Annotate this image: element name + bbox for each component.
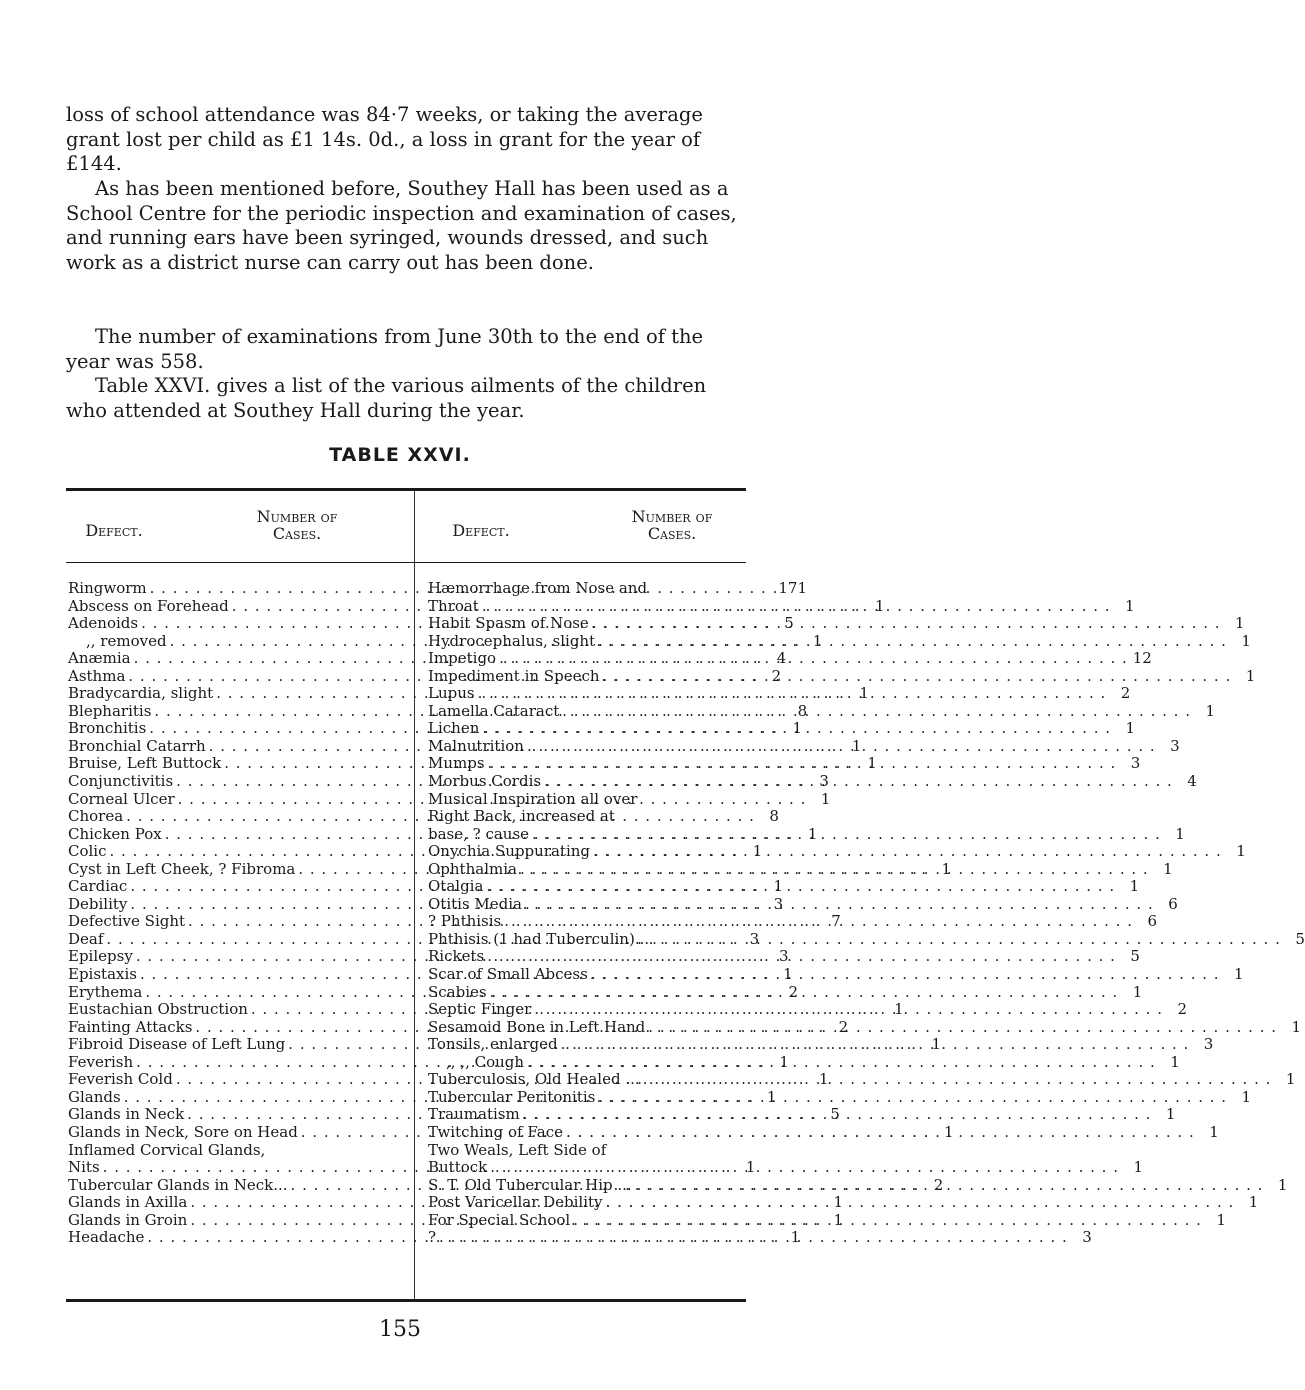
case-count: 1 — [1216, 1210, 1226, 1229]
defect-name: Eustachian Obstruction — [68, 1000, 248, 1019]
defect-name: Sesamoid Bone in Left Hand — [428, 1017, 646, 1036]
defect-name: Scabies — [428, 982, 487, 1001]
defect-name: Twitching of Face — [428, 1122, 563, 1141]
leader-dots — [563, 1124, 1195, 1142]
defect-name: ? Phthisis — [428, 912, 502, 931]
defect-name: Tonsils, enlarged — [428, 1035, 558, 1054]
case-count: 3 — [779, 947, 789, 966]
leader-dots — [590, 843, 1222, 861]
header-number-right — [605, 508, 739, 542]
leader-dots — [524, 738, 1156, 756]
case-count: 3 — [1130, 754, 1141, 773]
case-count: 1 — [1132, 982, 1143, 1001]
leader-dots — [595, 633, 1227, 651]
defect-name: Habit Spasm of Nose — [428, 614, 589, 633]
case-count: 3 — [1170, 736, 1180, 755]
case-count: 1 — [773, 877, 784, 896]
leader-dots — [600, 668, 1232, 686]
defect-name: Cyst in Left Cheek, ? Fibroma — [68, 859, 296, 878]
case-count: 12 — [1132, 649, 1152, 668]
paragraph-table-intro: Table XXVI. gives a list of the various ailments of the children who attended at Southey Hall during the year. — [66, 374, 707, 422]
header-number-line1: Number of — [631, 507, 713, 526]
case-count: 2 — [1177, 1000, 1187, 1019]
leader-dots — [517, 861, 1149, 879]
leader-dots — [559, 703, 1191, 721]
case-count: 1 — [943, 1122, 954, 1141]
case-count: 1 — [766, 1087, 777, 1106]
leader-dots — [645, 1019, 1277, 1037]
defect-name: Glands in Neck, Sore on Head — [68, 1122, 298, 1141]
case-count: 6 — [1168, 894, 1178, 913]
case-count: 1 — [1236, 842, 1246, 861]
case-count: 1 — [851, 736, 862, 755]
table-row — [428, 736, 1180, 756]
defect-name: Defective Sight — [68, 912, 186, 931]
paragraph-southey-hall: As has been mentioned before, Southey Hall has been used as a School Centre for the periodic inspection and examination of cases, and running ears have been syringed, wounds dressed, and such work as a district nurse can carry out has been done. — [66, 177, 737, 274]
defect-name: Scar of Small Abcess — [428, 965, 588, 984]
leader-dots — [487, 984, 1119, 1002]
leader-dots — [487, 1159, 1119, 1177]
defect-name: Epilepsy — [68, 947, 133, 966]
defect-name: Musical Inspiration all over — [428, 789, 638, 808]
table-row — [428, 1052, 1180, 1072]
defect-name: Chicken Pox — [68, 824, 162, 843]
table-row — [428, 649, 1152, 668]
header-number-left — [230, 508, 364, 542]
case-count: 1 — [807, 824, 818, 843]
table-row — [428, 808, 746, 826]
defect-name: Lamella Cataract — [428, 701, 560, 720]
defect-name: Deaf — [68, 929, 104, 948]
case-count: 1 — [745, 1158, 756, 1177]
defect-name: Blepharitis — [68, 701, 152, 720]
defect-name: Adenoids — [68, 614, 139, 633]
case-count: 3 — [749, 929, 760, 948]
case-count: 1 — [1175, 824, 1185, 843]
table-row — [428, 1175, 1288, 1195]
case-count: 2 — [788, 982, 799, 1001]
case-count: 1 — [1277, 1175, 1288, 1194]
defect-name: Tubercular Peritonitis — [428, 1087, 596, 1106]
leader-dots — [501, 913, 1133, 931]
case-count: 1 — [783, 965, 793, 984]
defect-name: Abscess on Forehead — [68, 596, 229, 615]
defect-name: Malnutrition — [428, 736, 524, 755]
leader-dots — [640, 1071, 1272, 1089]
defect-name: ,, ,, Cough — [446, 1052, 525, 1071]
case-count: 1 — [1234, 965, 1244, 984]
case-count: 5 — [1130, 947, 1140, 966]
table-row — [428, 684, 1131, 703]
case-count: 1 — [790, 1228, 801, 1247]
case-count: 1 — [874, 596, 885, 615]
leader-dots — [632, 1177, 1264, 1195]
leader-dots — [436, 1229, 1068, 1247]
case-count: 2 — [933, 1175, 944, 1194]
case-count: 1 — [1163, 859, 1173, 878]
defect-name: Anæmia — [68, 649, 131, 668]
defect-name: Tuberculosis, Old Healed ... — [428, 1070, 640, 1089]
leader-dots — [649, 931, 1281, 949]
header-number-line2: Cases. — [647, 524, 697, 543]
case-count: 1 — [1133, 1158, 1143, 1177]
case-count: 4 — [1187, 772, 1197, 791]
case-count: 1 — [752, 842, 763, 861]
table-row — [428, 1228, 1092, 1247]
paragraph-grant-loss: loss of school attendance was 84·7 weeks, or taking the average grant lost per child as £1 14s. 0d., a loss in grant for the year of £144. — [66, 103, 703, 175]
table-row — [428, 1210, 1226, 1230]
case-count: 1 — [1241, 631, 1251, 650]
case-count: 1 — [867, 754, 877, 773]
leader-dots — [485, 755, 1117, 773]
defect-name: Asthma — [68, 666, 126, 685]
table-row — [428, 1105, 1176, 1124]
defect-name: Otalgia — [428, 877, 484, 896]
defect-name: Headache — [68, 1228, 145, 1247]
case-count: 1 — [779, 1052, 789, 1071]
defect-name: Cardiac — [68, 877, 128, 896]
case-count: 1 — [859, 684, 869, 703]
leader-dots — [529, 826, 1161, 844]
case-count: 3 — [1203, 1035, 1214, 1054]
defect-name: Ophthalmia — [428, 859, 517, 878]
table-row — [428, 894, 1178, 914]
case-count: 5 — [1295, 929, 1305, 948]
defect-name: Rickets — [428, 947, 485, 966]
defect-name: Tubercular Glands in Neck... — [68, 1175, 288, 1194]
case-count: 8 — [797, 701, 808, 720]
leader-dots — [524, 1054, 1156, 1072]
defect-name: Inflamed Corvical Glands, — [68, 1140, 266, 1159]
defect-name: Corneal Ulcer — [68, 789, 175, 808]
defect-name: Throat — [428, 596, 479, 615]
table-row — [68, 1142, 410, 1160]
header-defect-left: Defect. — [85, 521, 143, 540]
case-count: 1 — [1285, 1070, 1296, 1089]
table-row — [428, 912, 1157, 931]
table-row — [428, 614, 1245, 633]
case-count: 2 — [838, 1017, 849, 1036]
case-count: 1 — [1235, 614, 1245, 633]
table-row — [428, 1158, 1143, 1177]
defect-name: Conjunctivitis — [68, 772, 174, 791]
case-count: 1 — [1125, 596, 1135, 615]
table-row — [428, 842, 1246, 861]
defect-name: Bronchitis — [68, 719, 147, 738]
table-row — [428, 982, 1143, 1002]
header-defect-right: Defect. — [452, 521, 510, 540]
table-row — [428, 1017, 1302, 1037]
table-row — [428, 791, 746, 809]
leader-dots — [595, 1089, 1227, 1107]
table-row — [428, 666, 1256, 686]
table-row — [428, 1070, 1296, 1089]
defect-name: Chorea — [68, 807, 124, 826]
defect-name: base, ? cause — [428, 824, 530, 843]
defect-name: For Special School — [428, 1210, 571, 1229]
defect-name: Onychia Suppurating — [428, 842, 591, 861]
leader-dots — [475, 685, 1107, 703]
table-row — [428, 1087, 1252, 1107]
case-count: 1 — [1291, 1017, 1302, 1036]
defect-name: Feverish — [68, 1052, 134, 1071]
defect-name: Hydrocephalus, slight — [428, 631, 596, 650]
defect-name: Septic Finger — [428, 1000, 532, 1019]
case-count: 1 — [792, 719, 803, 738]
table-row — [428, 1142, 746, 1160]
defect-name: Right Back, increased at — [428, 807, 615, 826]
defect-name: Phthisis (1 had Tuberculin)... — [428, 929, 650, 948]
case-count: 8 — [769, 807, 779, 826]
table-row — [428, 929, 1305, 949]
defect-name: Epistaxis — [68, 965, 137, 984]
defect-name: Ringworm — [68, 579, 147, 597]
table-row — [428, 1035, 1214, 1054]
table-row — [428, 719, 1136, 738]
table-row — [428, 772, 1197, 791]
table-title: TABLE XXVI. — [329, 444, 471, 466]
leader-dots — [479, 720, 1111, 738]
case-count: 1 — [812, 631, 823, 650]
case-count: 1 — [894, 1000, 904, 1019]
case-count: 2 — [771, 666, 782, 685]
defect-name: Feverish Cold — [68, 1070, 173, 1089]
table-row — [428, 596, 1135, 616]
defect-name: Mumps — [428, 754, 485, 773]
table-row — [428, 947, 1140, 966]
table-row — [428, 701, 1215, 721]
case-count: 5 — [784, 614, 794, 633]
defect-name: Hæmorrhage from Nose and — [428, 579, 648, 597]
leader-dots — [496, 650, 1128, 668]
defect-name: Bronchial Catarrh — [68, 736, 206, 755]
leader-dots — [603, 1194, 1235, 1212]
case-count: 4 — [776, 649, 787, 668]
case-count: 1 — [1245, 666, 1256, 685]
table-row — [428, 965, 1244, 984]
case-count: 1 — [1209, 1122, 1219, 1141]
defect-name: Glands in Neck — [68, 1105, 185, 1124]
case-count: 1 — [1125, 719, 1136, 738]
leader-dots — [589, 615, 1221, 633]
page-number: 155 — [379, 1317, 421, 1342]
leader-dots — [522, 896, 1154, 914]
defect-name: Traumatism — [428, 1105, 520, 1124]
table-row — [428, 580, 746, 598]
defect-name: Post Varicellar Debility — [428, 1193, 603, 1212]
case-count: 171 — [778, 579, 807, 597]
defect-name: ,, removed — [86, 631, 167, 650]
case-count: 1 — [833, 1193, 844, 1212]
defect-name: Morbus Cordis — [428, 772, 542, 791]
table-row — [428, 1122, 1219, 1142]
leader-dots — [531, 1001, 1163, 1019]
case-count: 6 — [1147, 912, 1157, 931]
defect-name: Two Weals, Left Side of — [428, 1140, 607, 1159]
case-count: 1 — [1165, 1105, 1176, 1124]
defect-name: Debility — [68, 894, 128, 913]
table-row — [428, 631, 1251, 651]
case-count: 1 — [1170, 1052, 1180, 1071]
case-count: 1 — [819, 1070, 829, 1089]
table-row — [428, 859, 1173, 879]
defect-name: Impediment in Speech — [428, 666, 600, 685]
case-count: 1 — [931, 1035, 942, 1054]
case-count: 1 — [833, 1210, 844, 1229]
defect-name: Erythema — [68, 982, 143, 1001]
leader-dots — [570, 1212, 1202, 1230]
table-header-rule — [66, 562, 746, 563]
table-row — [428, 754, 1141, 773]
table-bottom-rule — [66, 1299, 746, 1302]
defect-name: Glands in Axilla — [68, 1193, 188, 1212]
case-count: 1 — [941, 859, 952, 878]
defect-name: Bruise, Left Buttock — [68, 754, 222, 773]
case-count: 2 — [1120, 684, 1131, 703]
defect-name: Lichen — [428, 719, 480, 738]
table-top-rule — [66, 488, 746, 491]
defect-name: Lupus — [428, 684, 475, 703]
defect-name: Glands in Groin — [68, 1210, 188, 1229]
defect-name: Buttock — [428, 1158, 488, 1177]
leader-dots — [483, 878, 1115, 896]
leader-dots — [520, 1106, 1152, 1124]
case-count: 3 — [1082, 1228, 1092, 1247]
case-count: 1 — [1129, 877, 1140, 896]
table-row — [68, 1228, 801, 1247]
leader-dots — [588, 966, 1220, 984]
paragraph-examinations: The number of examinations from June 30th to the end of the year was 558. — [66, 325, 704, 373]
table-row — [428, 1193, 1259, 1212]
case-count: 7 — [831, 912, 841, 931]
defect-name: Otitis Media — [428, 894, 522, 913]
table-row — [428, 877, 1140, 896]
case-count: 1 — [1241, 1087, 1252, 1106]
table-row — [428, 1000, 1187, 1019]
case-count: 3 — [819, 772, 829, 791]
defect-name: Colic — [68, 842, 107, 861]
defect-name: ? — [428, 1228, 437, 1247]
defect-name: Bradycardia, slight — [68, 684, 214, 703]
defect-name: Nits — [68, 1158, 100, 1177]
leader-dots — [558, 1036, 1190, 1054]
case-count: 1 — [820, 789, 831, 808]
case-count: 5 — [830, 1105, 840, 1124]
leader-dots — [541, 773, 1173, 791]
header-number-line1: Number of — [256, 507, 338, 526]
case-count: 3 — [773, 894, 784, 913]
defect-name: S. T. Old Tubercular Hip ... — [428, 1175, 632, 1194]
table-row — [428, 824, 1185, 844]
defect-name: Impetigo — [428, 649, 497, 668]
defect-name: Fibroid Disease of Left Lung — [68, 1035, 286, 1054]
case-count: 1 — [1205, 701, 1215, 720]
defect-name: Fainting Attacks — [68, 1017, 193, 1036]
header-number-line2: Cases. — [272, 524, 322, 543]
leader-dots — [484, 948, 1116, 966]
defect-name: Glands — [68, 1087, 121, 1106]
leader-dots — [479, 598, 1111, 616]
case-count: 1 — [1248, 1193, 1259, 1212]
